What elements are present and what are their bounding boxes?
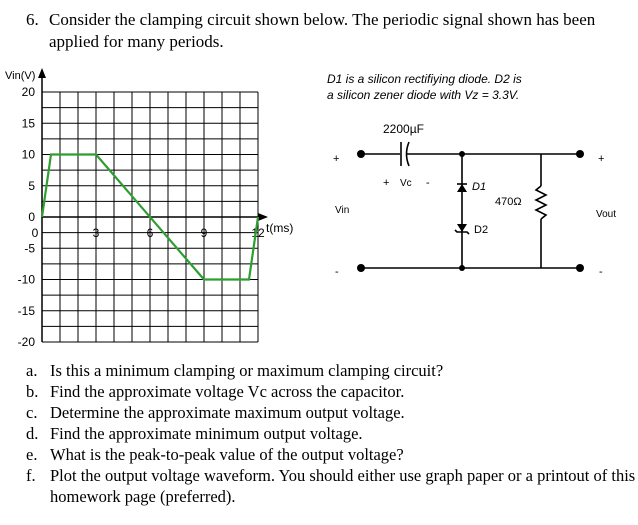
y-tick-label: 20 [21, 85, 35, 99]
question-text: Find the approximate minimum output voltage. [50, 424, 363, 443]
y-tick-label: -15 [17, 303, 35, 318]
question-item [0, 444, 638, 465]
problem-statement [26, 9, 631, 53]
question-label: a. [26, 361, 38, 380]
vc-label: Vc [400, 178, 412, 189]
waveform-graph [0, 60, 320, 355]
question-text: Determine the approximate maximum output voltage. [50, 403, 405, 422]
input-plus-sign: + [333, 153, 340, 165]
y-tick-label: 15 [21, 116, 35, 131]
input-minus-sign: - [335, 266, 339, 278]
d1-label: D1 [472, 181, 487, 193]
x-axis-label: t(ms) [266, 221, 294, 235]
problem-text: Consider the clamping circuit shown below. The periodic signal shown has been applied for many periods. [49, 10, 596, 51]
question-label: b. [26, 382, 39, 401]
terminal-out-bottom [576, 264, 584, 272]
question-item [0, 402, 638, 423]
question-label: f. [26, 466, 36, 485]
x-tick-label: 6 [146, 226, 154, 240]
component-notes [327, 71, 522, 103]
question-text: Plot the output voltage waveform. You should either use graph paper or a printout of this homework page (preferred). [50, 466, 636, 506]
question-text: What is the peak-to-peak value of the output voltage? [50, 445, 404, 464]
y-axis-label: Vin(V) [5, 70, 36, 82]
vin-label: Vin [335, 205, 350, 216]
y-axis-arrow [38, 68, 46, 78]
question-label: d. [26, 424, 39, 443]
question-text: Is this a minimum clamping or maximum clamping circuit? [50, 361, 444, 380]
y-tick-label: 0 [28, 210, 35, 224]
clamping-circuit [320, 110, 638, 290]
y-tick-labels [18, 85, 36, 349]
question-list [0, 360, 638, 507]
terminal-in-top [357, 150, 365, 158]
terminal-in-bottom [357, 264, 365, 272]
y-tick-label: -20 [17, 335, 35, 349]
x-tick-label: 3 [92, 226, 100, 240]
cap-plus-sign: + [383, 177, 390, 189]
output-plus-sign: + [598, 153, 605, 165]
question-item [0, 360, 638, 381]
d2-label: D2 [474, 224, 489, 236]
note-line-2: a silicon zener diode with Vz = 3.3V. [327, 88, 520, 102]
junction-top [459, 151, 465, 157]
output-minus-sign: - [599, 266, 603, 278]
question-item [0, 423, 638, 444]
question-item [0, 465, 638, 507]
diode-d1-symbol [457, 184, 467, 192]
x-tick-label: 12 [251, 226, 265, 240]
resistor-label: 470Ω [495, 196, 522, 208]
junction-bottom [459, 265, 465, 271]
vout-label: Vout [596, 209, 617, 220]
question-label: c. [26, 403, 38, 422]
cap-minus-sign: - [426, 177, 430, 189]
question-label: e. [26, 445, 38, 464]
y-tick-label: 5 [28, 178, 35, 193]
question-item [0, 381, 638, 402]
note-line-1: D1 is a silicon rectifiying diode. D2 is [327, 72, 522, 86]
problem-number: 6. [26, 10, 39, 29]
question-text: Find the approximate voltage Vc across the capacitor. [50, 382, 405, 401]
y-tick-label: -10 [17, 272, 35, 287]
x-axis-arrow [258, 213, 268, 221]
resistor-zigzag [536, 186, 546, 219]
terminal-out-top [576, 150, 584, 158]
x-tick-label: 9 [200, 226, 208, 240]
diode-d2-symbol [457, 224, 467, 232]
capacitor-label: 2200µF [383, 122, 424, 136]
y-tick-label: -5 [24, 241, 35, 256]
graph-axes [38, 68, 268, 342]
x-tick-label: 0 [31, 226, 39, 240]
y-tick-label: 10 [21, 147, 35, 162]
